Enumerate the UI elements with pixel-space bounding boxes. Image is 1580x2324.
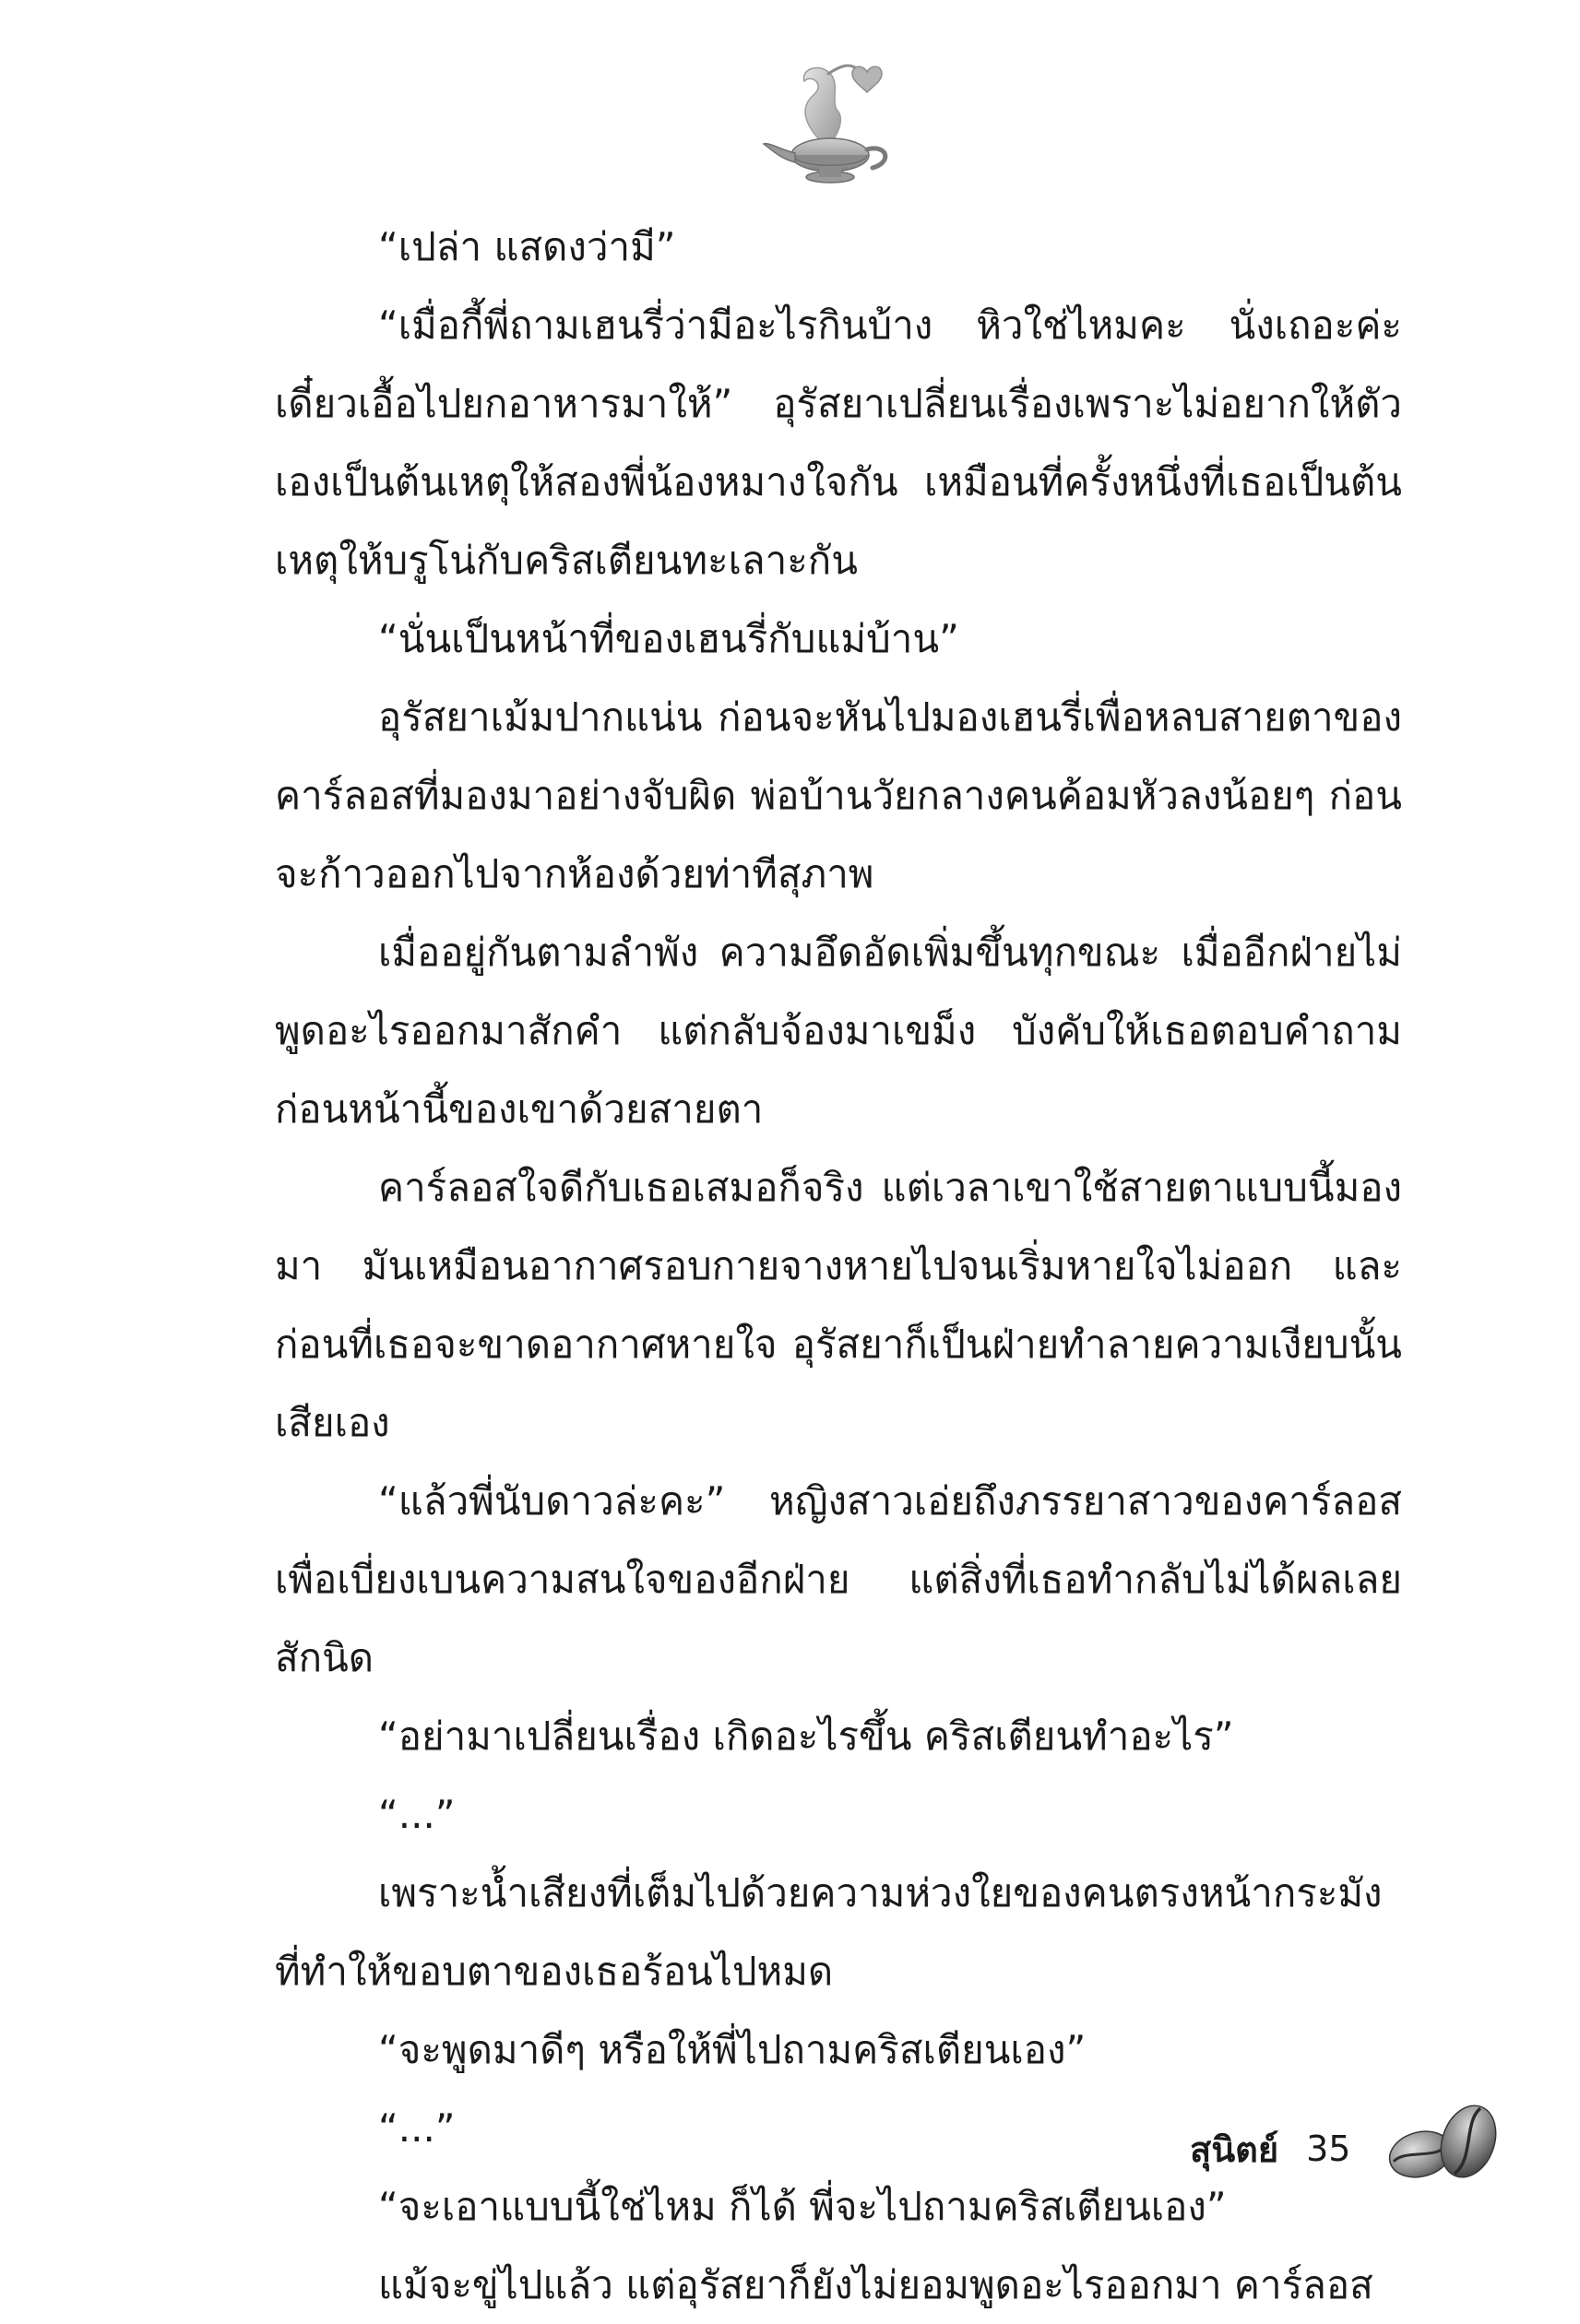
genie-lamp-ornament-icon [756,53,904,192]
body-text [275,208,1402,2324]
author-name: สุนิตย์ [1190,2128,1279,2170]
page-number: 35 [1306,2128,1351,2169]
paragraph: อุรัสยาเม้มปากแน่น ก่อนจะหันไปมองเฮนรี่เพื่อหลบสายตาของคาร์ลอสที่มองมาอย่างจับผิด พ่อบ้านวัยกลางคนค้อมหัวลงน้อยๆ ก่อนจะก้าวออกไปจากห้องด้วยท่าทีสุภาพ [275,694,1402,896]
paragraph: “จะเอาแบบนี้ใช่ไหม ก็ได้ พี่จะไปถามคริสเตียนเอง” [378,2184,1227,2229]
paragraph: “อย่ามาเปลี่ยนเรื่อง เกิดอะไรขึ้น คริสเตียนทำอะไร” [378,1713,1234,1759]
paragraph: เมื่ออยู่กันตามลำพัง ความอึดอัดเพิ่มขึ้นทุกขณะ เมื่ออีกฝ่ายไม่พูดอะไรออกมาสักคำ แต่กลับจ้องมาเขม็ง บังคับให้เธอตอบคำถามก่อนหน้านี้ของเขาด้วยสายตา [275,930,1402,1132]
page-footer [1190,2121,1350,2176]
paragraph: “...” [378,1792,456,1837]
paragraph: “แล้วพี่นับดาวล่ะคะ” หญิงสาวเอ่ยถึงภรรยาสาวของคาร์ลอสเพื่อเบี่ยงเบนความสนใจของอีกฝ่าย แต่สิ่งที่เธอทำกลับไม่ได้ผลเลยสักนิด [275,1478,1402,1680]
paragraph: “นั่นเป็นหน้าที่ของเฮนรี่กับแม่บ้าน” [378,616,959,661]
paragraph: “เมื่อกี้พี่ถามเฮนรี่ว่ามีอะไรกินบ้าง หิวใช่ไหมคะ นั่งเถอะค่ะ เดี๋ยวเอื้อไปยกอาหารมาให้” อุรัสยาเปลี่ยนเรื่องเพราะไม่อยากให้ตัวเองเป็นต้นเหตุให้สองพี่น้องหมางใจกัน เหมือนที่ครั้งหนึ่งที่เธอเป็นต้นเหตุให้บรูโน่กับคริสเตียนทะเลาะกัน [275,302,1402,583]
paragraph: เพราะน้ำเสียงที่เต็มไปด้วยความห่วงใยของคนตรงหน้ากระมังที่ทำให้ขอบตาของเธอร้อนไปหมด [275,1870,1383,1994]
paragraph: “จะพูดมาดีๆ หรือให้พี่ไปถามคริสเตียนเอง” [378,2027,1087,2072]
paragraph: แม้จะขู่ไปแล้ว แต่อุรัสยาก็ยังไม่ยอมพูดอะไรออกมา คาร์ลอส [378,2262,1373,2307]
paragraph: “...” [378,2105,456,2151]
paragraph: คาร์ลอสใจดีกับเธอเสมอก็จริง แต่เวลาเขาใช้สายตาแบบนี้มองมา มันเหมือนอากาศรอบกายจางหายไปจนเริ่มหายใจไม่ออก และก่อนที่เธอจะขาดอากาศหายใจ อุรัสยาก็เป็นฝ่ายทำลายความเงียบนั้นเสียเอง [275,1165,1402,1445]
coffee-beans-icon [1384,2101,1503,2188]
paragraph: “เปล่า แสดงว่ามี” [378,224,676,269]
